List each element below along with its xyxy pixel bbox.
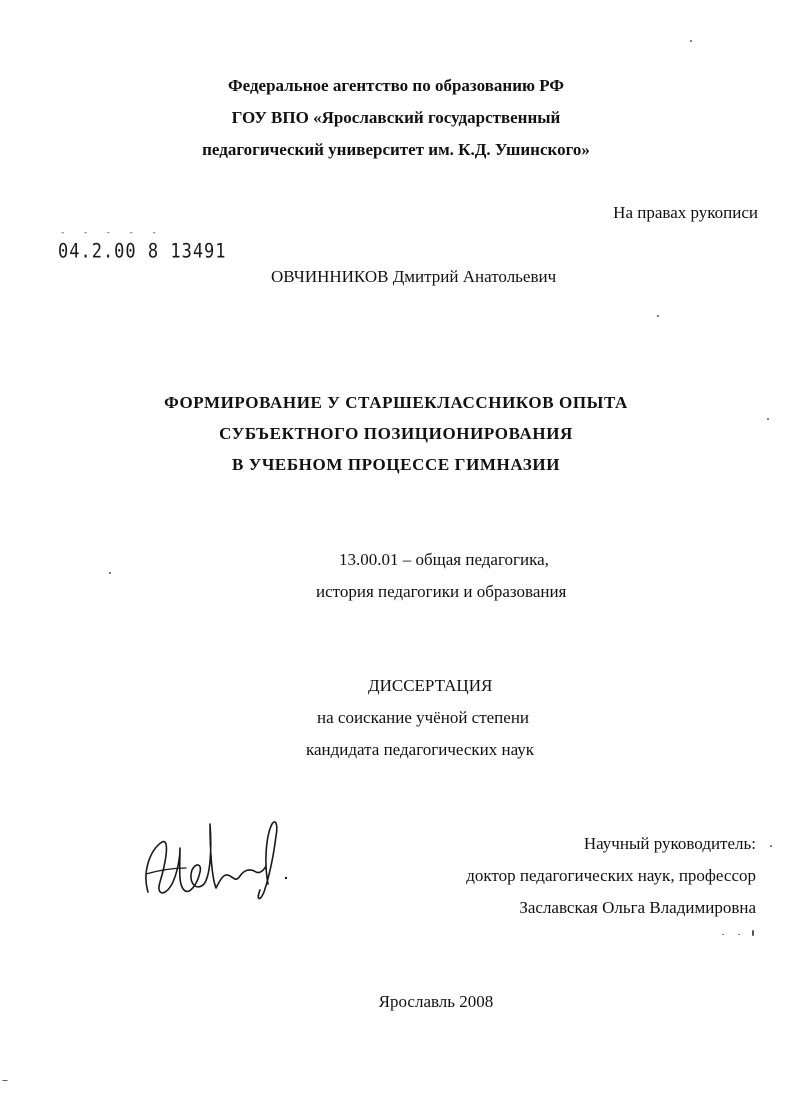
scan-speck: [767, 418, 769, 420]
manuscript-note: На правах рукописи: [613, 203, 758, 222]
degree-line-2: на соискание учёной степени: [317, 708, 530, 727]
specialty-line-2: история педагогики и образования: [316, 582, 567, 601]
supervisor-title: доктор педагогических наук, профессор: [466, 866, 756, 885]
handwritten-signature: [140, 812, 290, 907]
institution-line-2: ГОУ ВПО «Ярославский государственный: [231, 108, 561, 127]
scan-speck: [657, 315, 659, 317]
scan-speck: [2, 1080, 8, 1081]
institution-line-3: педагогический университет им. К.Д. Ушинского»: [202, 140, 590, 159]
scan-speck: [738, 934, 740, 935]
degree-line-3: кандидата педагогических наук: [306, 740, 535, 759]
scan-speck: [109, 572, 111, 574]
registration-stamp: 04.2.00 8 13491: [58, 240, 227, 263]
institution-line-1: Федеральное агентство по образованию РФ: [228, 76, 564, 95]
scan-speck: [752, 930, 754, 936]
stamp-marks: - - - - -: [60, 228, 163, 238]
scan-speck: [690, 40, 692, 42]
scan-speck: [722, 934, 724, 935]
scan-speck: [770, 845, 772, 847]
supervisor-label: Научный руководитель:: [583, 834, 756, 853]
place-and-year: Ярославль 2008: [378, 992, 494, 1011]
supervisor-name: Заславская Ольга Владимировна: [519, 898, 756, 917]
specialty-line-1: 13.00.01 – общая педагогика,: [339, 550, 549, 569]
title-line-1: ФОРМИРОВАНИЕ У СТАРШЕКЛАССНИКОВ ОПЫТА: [164, 393, 628, 412]
title-line-2: СУБЪЕКТНОГО ПОЗИЦИОНИРОВАНИЯ: [219, 424, 573, 443]
title-line-3: В УЧЕБНОМ ПРОЦЕССЕ ГИМНАЗИИ: [231, 455, 561, 474]
author-name: ОВЧИННИКОВ Дмитрий Анатольевич: [271, 267, 557, 286]
degree-heading: ДИССЕРТАЦИЯ: [368, 676, 493, 695]
